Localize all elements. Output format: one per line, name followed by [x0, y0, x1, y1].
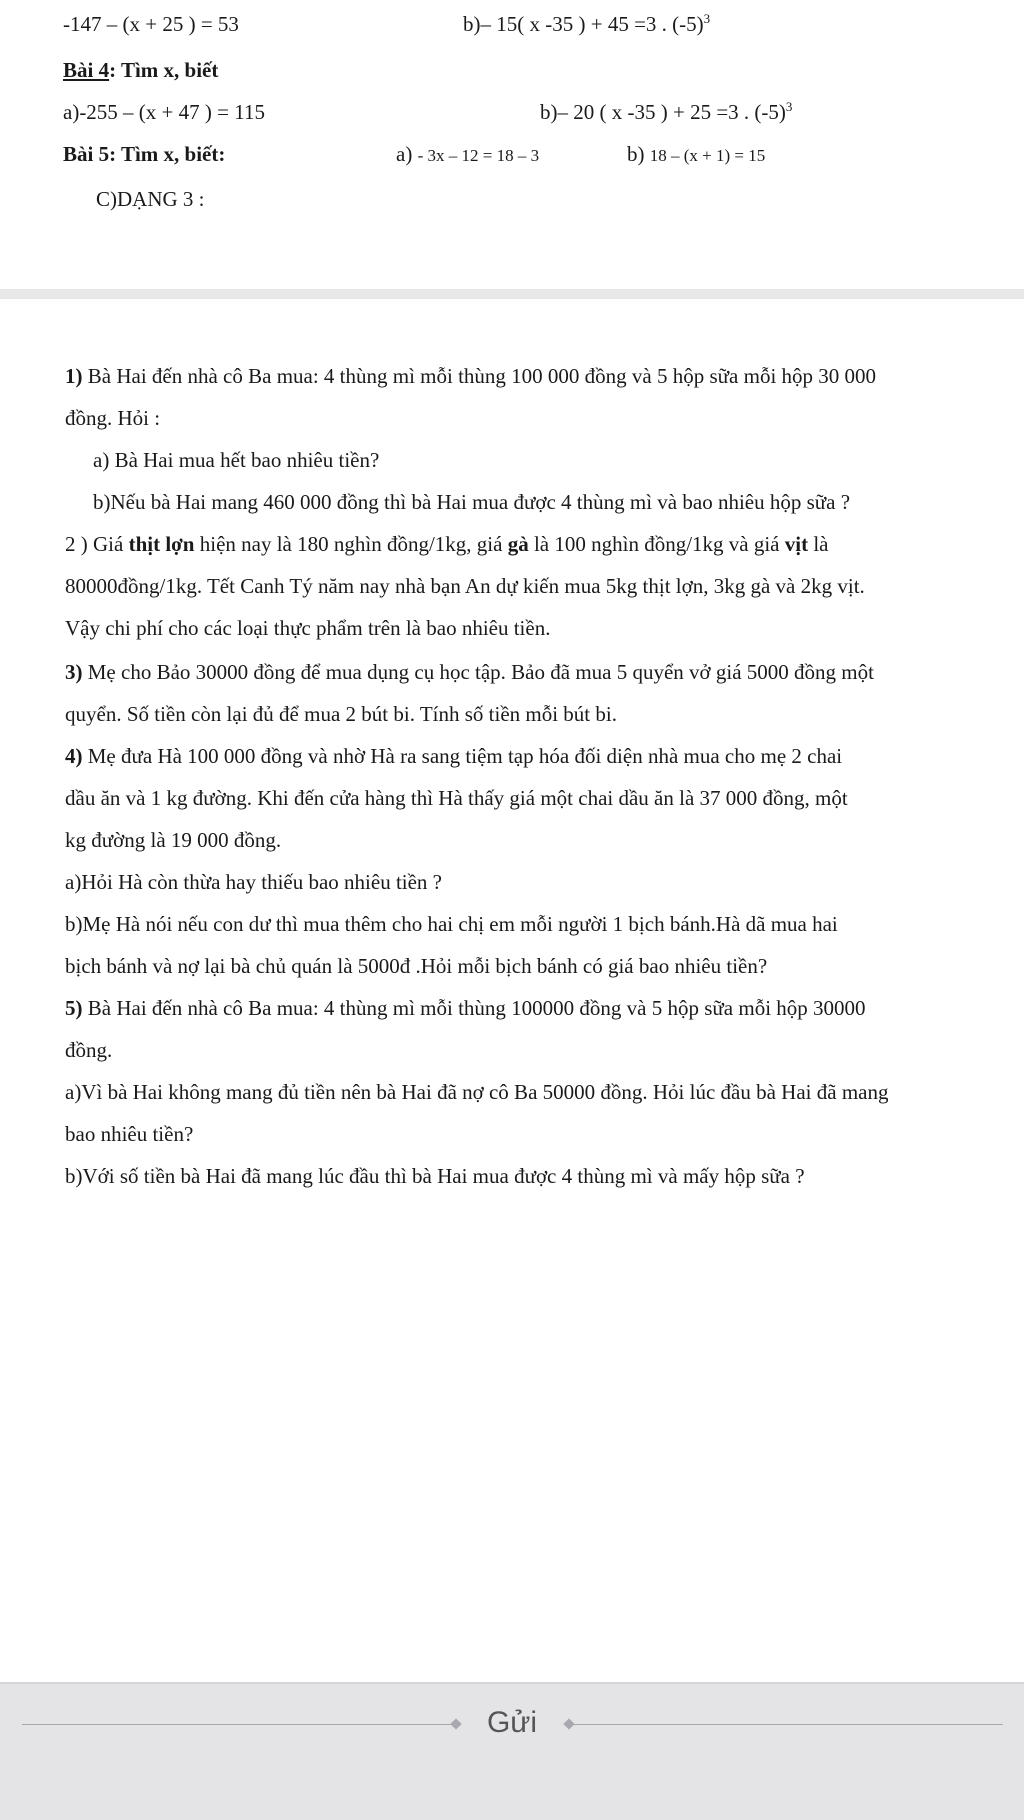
problem-2: [65, 523, 1010, 649]
bai4-equation-b: [540, 98, 792, 126]
bai4-label: Bài 4: [63, 58, 110, 82]
problem-3-line-2: quyển. Số tiền còn lại đủ để mua 2 bút bi. Tính số tiền mỗi bút bi.: [65, 702, 617, 726]
bai4-a-text: a)-255 – (x + 47 ) = 115: [63, 100, 265, 124]
bai4-heading: [63, 56, 218, 84]
problem-3-text-1: Mẹ cho Bảo 30000 đồng để mua dụng cụ học tập. Bảo đã mua 5 quyển vở giá 5000 đồng một: [82, 660, 874, 684]
equation-a: [63, 10, 239, 38]
problem-4-part-b-line-1: b)Mẹ Hà nói nếu con dư thì mua thêm cho hai chị em mỗi người 1 bịch bánh.Hà dã mua hai: [65, 912, 838, 936]
send-button[interactable]: Gửi: [486, 1706, 538, 1739]
problem-2-line-1: [65, 523, 1010, 565]
problem-4-line-1: [65, 735, 1010, 777]
bai5-heading: [63, 140, 225, 168]
problem-5-line-1: [65, 987, 1010, 1029]
equation-b-text: b)– 15( x -35 ) + 45 =3 . (-5): [463, 12, 704, 36]
p2-seg-e: là 100 nghìn đồng/1kg và giá: [528, 532, 785, 556]
bai4-equation-a: [63, 98, 265, 126]
bai5-equation-a: [396, 140, 539, 170]
problem-2-line-3: Vậy chi phí cho các loại thực phẩm trên là bao nhiêu tiền.: [65, 616, 551, 640]
p2-seg-c: hiện nay là 180 nghìn đồng/1kg, giá: [194, 532, 508, 556]
footer-line-right: [573, 1724, 1003, 1725]
equation-a-text: -147 – (x + 25 ) = 53: [63, 12, 239, 36]
bai5-equation-b: [627, 140, 765, 170]
problem-4-text-1: Mẹ đưa Hà 100 000 đồng và nhờ Hà ra sang tiệm tạp hóa đối diện nhà mua cho mẹ 2 chai: [82, 744, 843, 768]
bai5-title: Bài 5: Tìm x, biết:: [63, 142, 226, 166]
problem-1-line-2: đồng. Hỏi :: [65, 406, 161, 430]
problem-5: [65, 987, 1010, 1197]
bai5-b-expr: 18 – (x + 1) = 15: [649, 146, 766, 165]
problem-1-line-1: [65, 355, 1010, 397]
equation-b-exponent: 3: [703, 11, 711, 26]
p2-seg-pork: thịt lợn: [128, 532, 195, 556]
problem-1-part-a: a) Bà Hai mua hết bao nhiêu tiền?: [93, 448, 380, 472]
bai4-b-exponent: 3: [785, 99, 793, 114]
bai4-rest: : Tìm x, biết: [109, 58, 219, 82]
problem-5-line-2: đồng.: [65, 1038, 113, 1062]
problem-1-part-b: b)Nếu bà Hai mang 460 000 đồng thì bà Hai mua được 4 thùng mì và bao nhiêu hộp sữa ?: [93, 490, 851, 514]
p2-seg-duck: vịt: [784, 532, 809, 556]
problem-5-number: 5): [65, 996, 83, 1020]
bai4-b-text: b)– 20 ( x -35 ) + 25 =3 . (-5): [540, 100, 786, 124]
p2-seg-g: là: [808, 532, 829, 556]
p2-seg-chicken: gà: [507, 532, 529, 556]
problem-3: [65, 651, 1010, 735]
problem-1: [65, 355, 1010, 523]
bai5-a-expr: - 3x – 12 = 18 – 3: [417, 146, 540, 165]
problem-4-part-b-line-2: bịch bánh và nợ lại bà chủ quán là 5000đ .Hỏi mỗi bịch bánh có giá bao nhiêu tiền?: [65, 954, 768, 978]
problem-5-part-b: b)Với số tiền bà Hai đã mang lúc đầu thì bà Hai mua được 4 thùng mì và mấy hộp sữa ?: [65, 1164, 805, 1188]
problem-1-number: 1): [65, 364, 83, 388]
dang3-heading: [96, 185, 205, 213]
equation-b: [463, 10, 710, 38]
p2-seg-a: 2 ) Giá: [65, 532, 129, 556]
problem-1-text-1: Bà Hai đến nhà cô Ba mua: 4 thùng mì mỗi thùng 100 000 đồng và 5 hộp sữa mỗi hộp 30 000: [82, 364, 877, 388]
problem-4-part-a: a)Hỏi Hà còn thừa hay thiếu bao nhiêu tiền ?: [65, 870, 443, 894]
problem-4-number: 4): [65, 744, 83, 768]
problem-3-line-1: [65, 651, 1010, 693]
problem-5-part-a-line-1: a)Vì bà Hai không mang đủ tiền nên bà Hai đã nợ cô Ba 50000 đồng. Hỏi lúc đầu bà Hai đã mang: [65, 1080, 889, 1104]
problem-4-line-2: dầu ăn và 1 kg đường. Khi đến cửa hàng thì Hà thấy giá một chai dầu ăn là 37 000 đồng, một: [65, 786, 848, 810]
bai5-a-label: a): [396, 142, 413, 166]
problem-4-line-3: kg đường là 19 000 đồng.: [65, 828, 282, 852]
problem-4: [65, 735, 1010, 987]
problem-5-text-1: Bà Hai đến nhà cô Ba mua: 4 thùng mì mỗi thùng 100000 đồng và 5 hộp sữa mỗi hộp 30000: [82, 996, 866, 1020]
image-divider: [0, 289, 1024, 299]
problem-3-number: 3): [65, 660, 83, 684]
problem-2-line-2: 80000đồng/1kg. Tết Canh Tý năm nay nhà bạn An dự kiến mua 5kg thịt lợn, 3kg gà và 2kg vịt.: [65, 574, 865, 598]
bai5-b-label: b): [627, 142, 645, 166]
problem-5-part-a-line-2: bao nhiêu tiền?: [65, 1122, 194, 1146]
footer-line-left: [22, 1724, 452, 1725]
dang3-text: C)DẠNG 3 :: [96, 187, 205, 211]
